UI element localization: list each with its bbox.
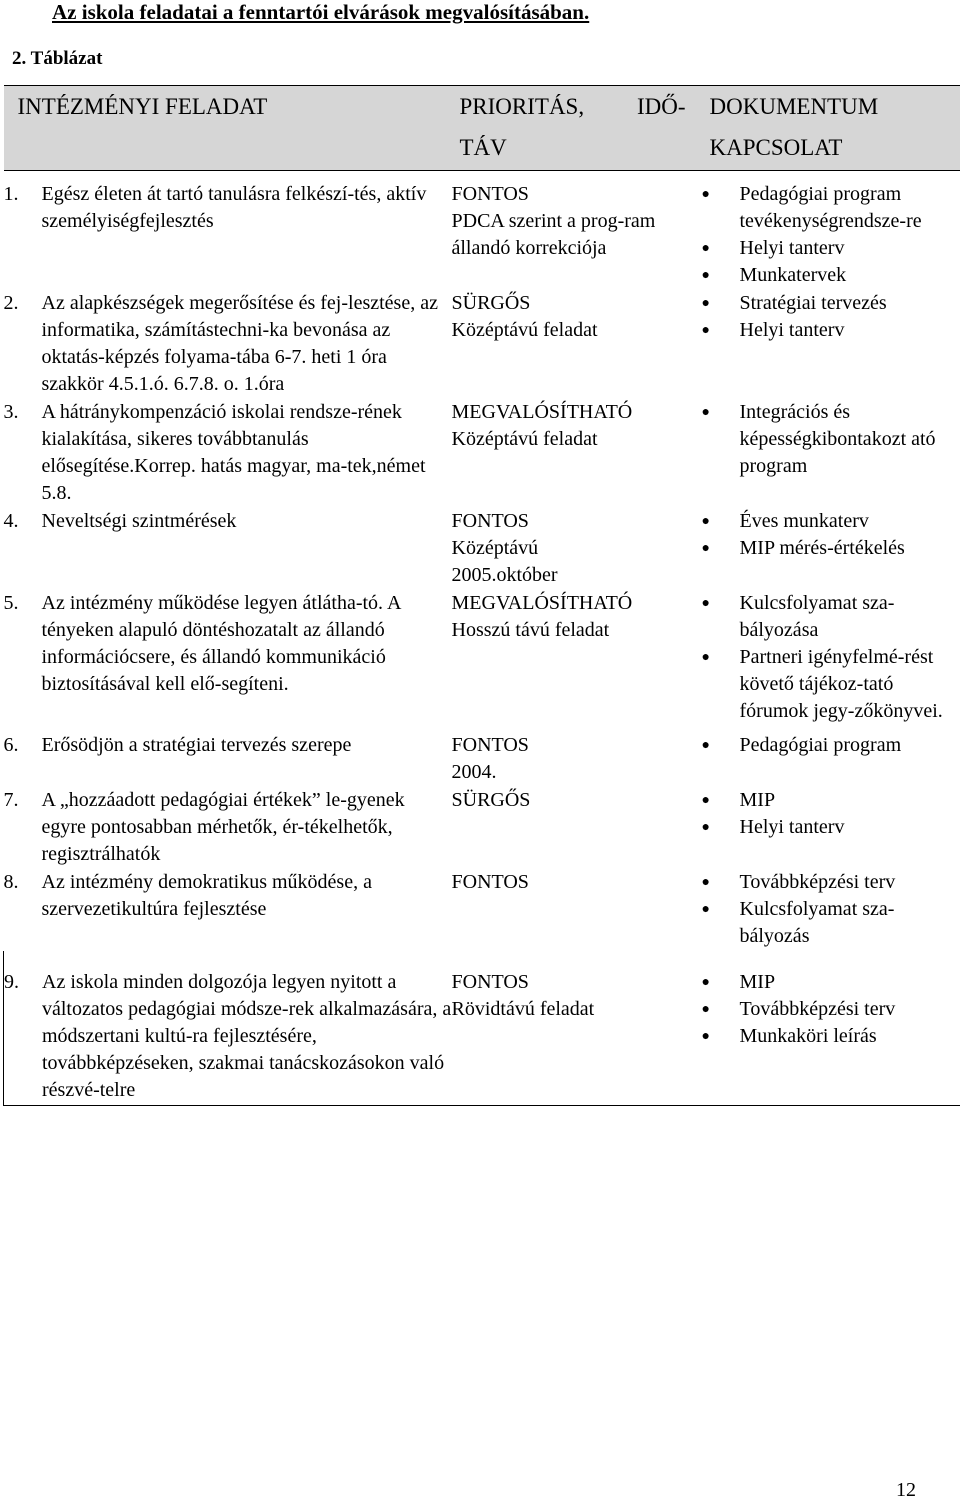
docs-cell [702,590,960,726]
table-row [4,290,960,399]
task-cell [4,399,452,508]
header-priority-part3: TÁV [459,135,507,160]
docs-cell [702,508,960,590]
header-priority [452,86,702,171]
task-number: 8. [3,871,19,893]
bullet-icon: ● [701,241,710,256]
task-cell [4,508,452,590]
priority-line: Hosszú távú feladat [451,619,610,641]
bullet-icon: ● [701,738,710,753]
table-row [4,787,960,869]
priority-line: 2005.október [451,564,558,586]
bullet-icon: ● [701,323,710,338]
header-docs [702,86,960,171]
docs-cell [702,290,960,399]
docs-list-item [702,317,960,344]
docs-list-item [702,590,960,644]
docs-item-text: Pedagógiai program tevékenységrendsze-re [739,183,922,232]
docs-list-item [702,969,960,996]
docs-list-item [702,181,960,235]
task-cell [4,869,452,951]
header-task: INTÉZMÉNYI FELADAT [4,86,452,171]
task-text: Az iskola minden dolgozója legyen nyitott a változatos pedagógiai módsze-rek alkalmazására, a módszertani kultú-ra fejlesztésére, továbbképzéseken, szakmai tanácskozásokon való részvé-telre [42,971,452,1101]
priority-line: MEGVALÓSÍTHATÓ [451,592,633,614]
task-cell [4,951,452,1106]
docs-item-text: Pedagógiai program [739,734,902,756]
priority-line: FONTOS [451,971,529,993]
task-number: 5. [3,592,19,614]
task-text: Egész életen át tartó tanulásra felkészí-tés, aktív személyiségfejlesztés [41,183,427,232]
bullet-icon: ● [701,268,710,283]
priority-cell [452,787,702,869]
task-text: A „hozzáadott pedagógiai értékek” le-gyenek egyre pontosabban mérhetők, ér-tékelhetők, regisztrálhatók [41,789,405,865]
tasks-table [3,85,960,1106]
bullet-icon: ● [701,650,710,665]
docs-list-item [702,996,960,1023]
bullet-icon: ● [701,296,710,311]
priority-line: SÜRGŐS [451,789,531,811]
task-number: 4. [3,510,19,532]
docs-list-item [702,290,960,317]
task-number: 2. [3,292,19,314]
docs-list [702,590,960,725]
bullet-icon: ● [701,793,710,808]
table-row [4,726,960,787]
task-text: A hátránykompenzáció iskolai rendsze-rének kialakítása, sikeres továbbtanulás elősegítése.Korrep. hatás magyar, ma-tek,német 5.8. [41,401,426,504]
docs-list [702,181,960,289]
task-number: 9. [4,971,19,993]
task-text: Az intézmény demokratikus működése, a szervezetikultúra fejlesztése [41,871,372,920]
bullet-icon: ● [701,1002,710,1017]
table-row [4,399,960,508]
docs-item-text: Kulcsfolyamat sza-bályozás [739,898,895,947]
docs-list-item [702,644,960,725]
task-text: Neveltségi szintmérések [41,510,237,532]
priority-line: 2004. [451,761,497,783]
docs-item-text: Stratégiai tervezés [739,292,887,314]
docs-item-text: Helyi tanterv [739,237,845,259]
table-body [4,171,960,1106]
priority-cell [452,508,702,590]
docs-item-text: Továbbképzési terv [739,998,896,1020]
table-header-row [4,86,960,171]
priority-line: FONTOS [451,510,529,532]
docs-item-text: MIP [739,789,776,811]
document-title: Az iskola feladatai a fenntartói elvárások megvalósításában. [52,0,590,24]
bullet-icon: ● [701,875,710,890]
docs-cell [702,951,960,1106]
docs-list [702,732,960,759]
bullet-icon: ● [701,902,710,917]
docs-cell [702,171,960,291]
task-text: Az alapkészségek megerősítése és fej-lesztése, az informatika, számítástechni-ka bevonása az oktatás-képzés folyama-tába 6-7. heti 1 óra szakkör 4.5.1.ó. 6.7.8. o. 1.óra [41,292,438,395]
docs-list [702,869,960,950]
task-cell [4,726,452,787]
docs-list [702,399,960,480]
bullet-icon: ● [701,820,710,835]
table-row [4,171,960,291]
docs-list [702,508,960,562]
docs-list [702,290,960,344]
docs-item-text: MIP [739,971,776,993]
task-cell [4,787,452,869]
docs-list [702,969,960,1050]
docs-item-text: Éves munkaterv [739,510,869,532]
docs-list-item [702,262,960,289]
docs-item-text: Partneri igényfelmé-rést követő tájékoz-tató fórumok jegy-zőkönyvei. [739,646,943,722]
task-cell [4,590,452,726]
docs-list-item [702,787,960,814]
docs-list-item [702,508,960,535]
bullet-icon: ● [701,541,710,556]
bullet-icon: ● [701,1029,710,1044]
table-row [4,951,960,1106]
priority-cell [452,290,702,399]
priority-line: Rövidtávú feladat [451,998,595,1020]
table-row [4,590,960,726]
header-docs-part1: DOKUMENTUM [709,94,879,119]
priority-line: Középtávú [451,537,539,559]
priority-line: FONTOS [451,871,529,893]
docs-item-text: Kulcsfolyamat sza-bályozása [739,592,895,641]
priority-line: Középtávú feladat [451,319,598,341]
docs-cell [702,869,960,951]
priority-cell [452,399,702,508]
page-number: 12 [896,1479,916,1501]
docs-cell [702,726,960,787]
task-number: 6. [3,734,19,756]
docs-list-item [702,1023,960,1050]
docs-cell [702,399,960,508]
task-cell [4,290,452,399]
priority-line: MEGVALÓSÍTHATÓ [451,401,633,423]
bullet-icon: ● [701,596,710,611]
docs-list-item [702,896,960,950]
docs-list-item [702,399,960,480]
bullet-icon: ● [701,405,710,420]
priority-cell [452,726,702,787]
docs-item-text: Továbbképzési terv [739,871,896,893]
priority-cell [452,951,702,1106]
priority-cell [452,171,702,291]
table-row [4,508,960,590]
table-caption: 2. Táblázat [12,48,103,69]
priority-line: FONTOS [451,183,529,205]
task-number: 7. [3,789,19,811]
docs-cell [702,787,960,869]
docs-list-item [702,869,960,896]
task-number: 3. [3,401,19,423]
docs-list-item [702,235,960,262]
priority-cell [452,590,702,726]
priority-line: Középtávú feladat [451,428,598,450]
docs-item-text: Helyi tanterv [739,319,845,341]
docs-item-text: Munkaköri leírás [739,1025,877,1047]
priority-line: FONTOS [451,734,529,756]
task-number: 1. [3,183,19,205]
docs-item-text: Integrációs és képességkibontakozt ató program [739,401,936,477]
task-text: Erősödjön a stratégiai tervezés szerepe [41,734,352,756]
task-text: Az intézmény működése legyen átlátha-tó. A tényeken alapuló döntéshozatalt az állandó információcsere, és állandó kommunikáció biztosításával kell elő-segíteni. [41,592,401,695]
docs-list [702,787,960,841]
priority-cell [452,869,702,951]
priority-line: SÜRGŐS [451,292,531,314]
priority-line: PDCA szerint a prog-ram állandó korrekciója [451,210,656,259]
header-priority-part2: IDŐ- [636,94,686,119]
bullet-icon: ● [701,187,710,202]
docs-list-item [702,535,960,562]
docs-item-text: MIP mérés-értékelés [739,537,905,559]
header-priority-part1: PRIORITÁS, [459,94,585,119]
bullet-icon: ● [701,514,710,529]
task-cell [4,171,452,291]
table-row [4,869,960,951]
bullet-icon: ● [701,975,710,990]
header-docs-part2: KAPCSOLAT [709,135,843,160]
docs-item-text: Munkatervek [739,264,847,286]
docs-item-text: Helyi tanterv [739,816,845,838]
docs-list-item [702,814,960,841]
docs-list-item [702,732,960,759]
